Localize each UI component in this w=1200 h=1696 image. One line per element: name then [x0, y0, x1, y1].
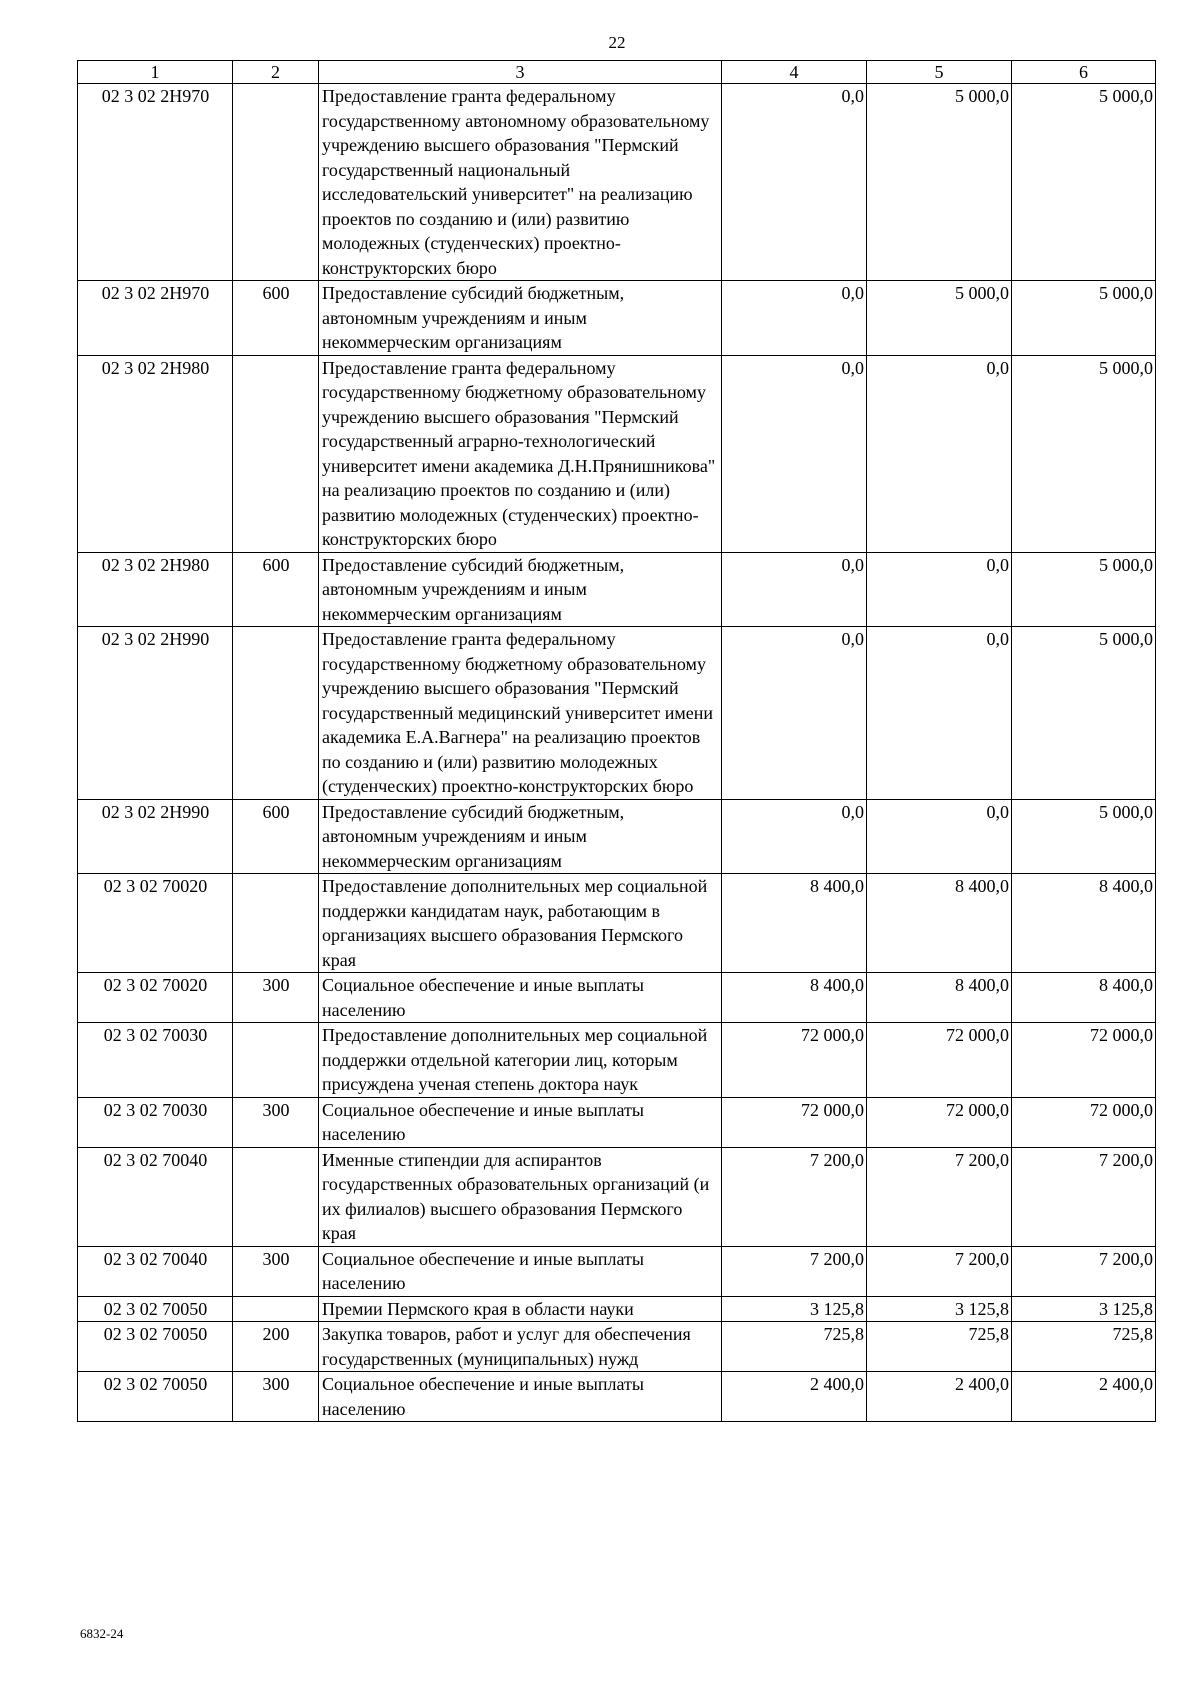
row-code: 02 3 02 70020: [78, 973, 233, 1023]
column-header-type: 2: [233, 61, 319, 84]
row-description: Социальное обеспечение и иные выплаты населению: [319, 973, 722, 1023]
table-row: [78, 799, 1156, 874]
row-amount-year1: 0,0: [722, 281, 867, 356]
document-number: 6832-24: [80, 1626, 124, 1641]
row-amount-year1: 0,0: [722, 799, 867, 874]
row-code: 02 3 02 70020: [78, 874, 233, 973]
row-amount-year2: 725,8: [867, 1322, 1012, 1372]
table-row: [78, 281, 1156, 356]
table-row: [78, 1023, 1156, 1098]
row-description: Предоставление субсидий бюджетным, автономным учреждениям и иным некоммерческим организациям: [319, 281, 722, 356]
row-description: Предоставление субсидий бюджетным, автономным учреждениям и иным некоммерческим организациям: [319, 799, 722, 874]
row-amount-year3: 7 200,0: [1012, 1147, 1156, 1246]
row-amount-year2: 3 125,8: [867, 1296, 1012, 1322]
row-amount-year3: 5 000,0: [1012, 84, 1156, 281]
row-description: Предоставление гранта федеральному государственному бюджетному образовательному учреждению высшего образования "Пермский государственный аграрно-технологический университет имени академика Д.Н.Прянишникова" на реализацию проектов по созданию и (или) развитию молодежных (студенческих) проектно-конструкторских бюро: [319, 355, 722, 552]
table-row: [78, 973, 1156, 1023]
row-expense-type: 300: [233, 1097, 319, 1147]
table-row: [78, 552, 1156, 627]
row-amount-year1: 72 000,0: [722, 1023, 867, 1098]
row-amount-year2: 0,0: [867, 627, 1012, 800]
row-expense-type: [233, 1147, 319, 1246]
row-amount-year1: 0,0: [722, 355, 867, 552]
row-amount-year1: 0,0: [722, 552, 867, 627]
table-row: [78, 1322, 1156, 1372]
row-amount-year2: 7 200,0: [867, 1147, 1012, 1246]
row-description: Предоставление гранта федеральному государственному бюджетному образовательному учреждению высшего образования "Пермский государственный медицинский университет имени академика Е.А.Вагнера" на реализацию проектов по созданию и (или) развитию молодежных (студенческих) проектно-конструкторских бюро: [319, 627, 722, 800]
row-expense-type: 600: [233, 281, 319, 356]
row-amount-year2: 0,0: [867, 355, 1012, 552]
row-expense-type: [233, 1296, 319, 1322]
table-row: [78, 1147, 1156, 1246]
row-amount-year1: 725,8: [722, 1322, 867, 1372]
row-amount-year3: 7 200,0: [1012, 1246, 1156, 1296]
row-expense-type: 600: [233, 799, 319, 874]
row-code: 02 3 02 70030: [78, 1023, 233, 1098]
table-row: [78, 874, 1156, 973]
row-description: Предоставление гранта федеральному государственному автономному образовательному учреждению высшего образования "Пермский государственный национальный исследовательский университет" на реализацию проектов по созданию и (или) развитию молодежных (студенческих) проектно-конструкторских бюро: [319, 84, 722, 281]
row-description: Предоставление субсидий бюджетным, автономным учреждениям и иным некоммерческим организациям: [319, 552, 722, 627]
row-amount-year1: 0,0: [722, 84, 867, 281]
row-code: 02 3 02 70040: [78, 1147, 233, 1246]
row-amount-year1: 2 400,0: [722, 1372, 867, 1422]
column-header-year1: 4: [722, 61, 867, 84]
row-amount-year3: 2 400,0: [1012, 1372, 1156, 1422]
row-amount-year2: 8 400,0: [867, 973, 1012, 1023]
row-amount-year2: 0,0: [867, 799, 1012, 874]
row-amount-year2: 72 000,0: [867, 1097, 1012, 1147]
row-amount-year1: 8 400,0: [722, 973, 867, 1023]
table-row: [78, 1246, 1156, 1296]
row-amount-year1: 7 200,0: [722, 1147, 867, 1246]
row-code: 02 3 02 70030: [78, 1097, 233, 1147]
row-amount-year1: 8 400,0: [722, 874, 867, 973]
row-code: 02 3 02 2Н970: [78, 281, 233, 356]
row-expense-type: [233, 355, 319, 552]
table-row: [78, 84, 1156, 281]
row-code: 02 3 02 2Н970: [78, 84, 233, 281]
row-amount-year3: 5 000,0: [1012, 281, 1156, 356]
row-amount-year2: 0,0: [867, 552, 1012, 627]
row-amount-year3: 72 000,0: [1012, 1023, 1156, 1098]
row-expense-type: 300: [233, 1372, 319, 1422]
row-amount-year2: 72 000,0: [867, 1023, 1012, 1098]
row-amount-year2: 2 400,0: [867, 1372, 1012, 1422]
row-code: 02 3 02 2Н980: [78, 552, 233, 627]
row-amount-year3: 8 400,0: [1012, 874, 1156, 973]
row-expense-type: [233, 874, 319, 973]
table-row: [78, 1372, 1156, 1422]
row-amount-year2: 5 000,0: [867, 281, 1012, 356]
row-description: Премии Пермского края в области науки: [319, 1296, 722, 1322]
row-expense-type: [233, 627, 319, 800]
row-code: 02 3 02 2Н990: [78, 627, 233, 800]
header-row: [78, 61, 1156, 84]
row-amount-year3: 72 000,0: [1012, 1097, 1156, 1147]
row-description: Предоставление дополнительных мер социальной поддержки отдельной категории лиц, которым присуждена ученая степень доктора наук: [319, 1023, 722, 1098]
row-amount-year3: 5 000,0: [1012, 552, 1156, 627]
row-amount-year3: 3 125,8: [1012, 1296, 1156, 1322]
row-description: Социальное обеспечение и иные выплаты населению: [319, 1097, 722, 1147]
row-code: 02 3 02 70050: [78, 1372, 233, 1422]
row-amount-year1: 3 125,8: [722, 1296, 867, 1322]
column-header-year2: 5: [867, 61, 1012, 84]
table-row: [78, 355, 1156, 552]
row-expense-type: [233, 1023, 319, 1098]
row-expense-type: 600: [233, 552, 319, 627]
table-body: [78, 84, 1156, 1422]
row-amount-year1: 0,0: [722, 627, 867, 800]
row-description: Именные стипендии для аспирантов государственных образовательных организаций (и их филиалов) высшего образования Пермского края: [319, 1147, 722, 1246]
row-amount-year1: 7 200,0: [722, 1246, 867, 1296]
row-code: 02 3 02 2Н990: [78, 799, 233, 874]
budget-table: [77, 60, 1156, 1422]
page-number: 22: [608, 33, 626, 52]
row-expense-type: [233, 84, 319, 281]
column-header-year3: 6: [1012, 61, 1156, 84]
row-code: 02 3 02 70040: [78, 1246, 233, 1296]
row-description: Предоставление дополнительных мер социальной поддержки кандидатам наук, работающим в организациях высшего образования Пермского края: [319, 874, 722, 973]
row-expense-type: 300: [233, 1246, 319, 1296]
row-code: 02 3 02 2Н980: [78, 355, 233, 552]
row-amount-year2: 5 000,0: [867, 84, 1012, 281]
row-amount-year2: 8 400,0: [867, 874, 1012, 973]
row-amount-year3: 725,8: [1012, 1322, 1156, 1372]
row-amount-year3: 5 000,0: [1012, 355, 1156, 552]
row-code: 02 3 02 70050: [78, 1322, 233, 1372]
row-amount-year3: 5 000,0: [1012, 799, 1156, 874]
row-expense-type: 300: [233, 973, 319, 1023]
table-row: [78, 1097, 1156, 1147]
row-amount-year3: 5 000,0: [1012, 627, 1156, 800]
row-description: Закупка товаров, работ и услуг для обеспечения государственных (муниципальных) нужд: [319, 1322, 722, 1372]
column-header-code: 1: [78, 61, 233, 84]
row-amount-year1: 72 000,0: [722, 1097, 867, 1147]
table-row: [78, 1296, 1156, 1322]
table-row: [78, 627, 1156, 800]
row-description: Социальное обеспечение и иные выплаты населению: [319, 1372, 722, 1422]
table-header: [78, 61, 1156, 84]
row-amount-year3: 8 400,0: [1012, 973, 1156, 1023]
column-header-name: 3: [319, 61, 722, 84]
row-expense-type: 200: [233, 1322, 319, 1372]
row-amount-year2: 7 200,0: [867, 1246, 1012, 1296]
row-description: Социальное обеспечение и иные выплаты населению: [319, 1246, 722, 1296]
row-code: 02 3 02 70050: [78, 1296, 233, 1322]
